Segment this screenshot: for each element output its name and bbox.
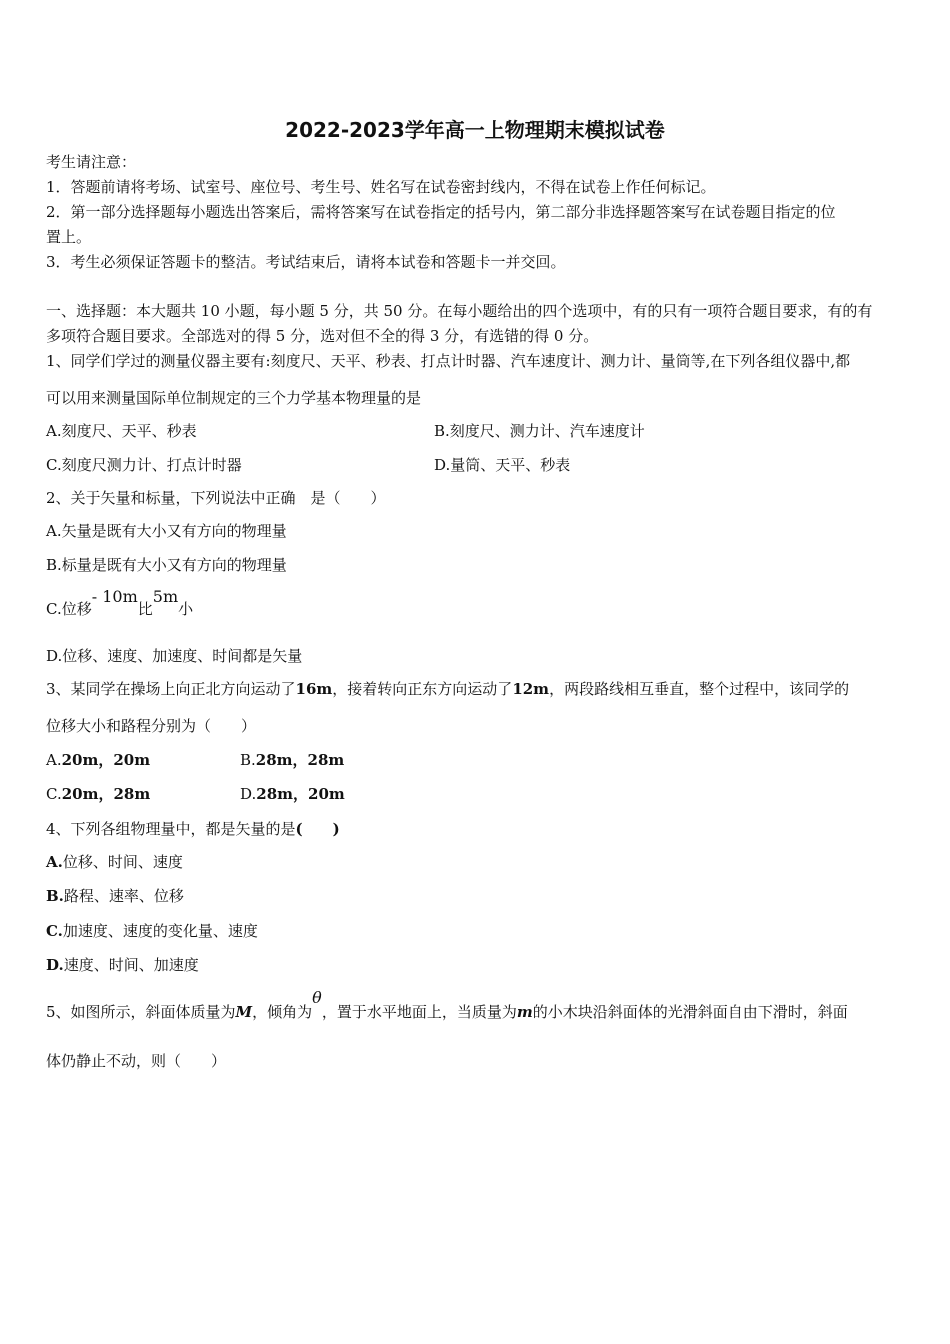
option-text: 位移、时间、速度 [62,853,183,871]
q1-stem: 可以用来测量国际单位制规定的三个力学基本物理量的是 [46,389,422,407]
q4-text: 4、下列各组物理量中，都是矢量的是 [46,820,296,838]
option-text: 路程、速率、位移 [63,887,184,905]
option-label: D. [240,785,257,803]
q5-text: 的小木块沿斜面体的光滑斜面自由下滑时，斜面 [532,1003,848,1021]
q5-stem [46,988,848,1023]
q1-option-b: B.刻度尺、测力计、汽车速度计 [434,422,645,440]
q5-text: ，置于水平地面上，当质量为 [321,1003,517,1021]
q4-option-c [46,920,258,942]
notice-heading: 考生请注意： [46,153,137,171]
notice-item: 2．第一部分选择题每小题选出答案后，需将答案写在试卷指定的括号内，第二部分非选择题答案写在试卷题目指定的位 [46,203,836,221]
option-value: 20m，20m [61,751,151,769]
q3-text: ，接着转向正东方向运动了 [332,680,513,698]
q3-option-c [46,783,150,805]
q5-var-m: m [516,1003,533,1021]
q2-c-value-1: - 10m [91,587,138,606]
q5-text: ，倾角为 [252,1003,313,1021]
q3-text: 3、某同学在操场上向正北方向运动了 [46,680,296,698]
option-text: 速度、时间、加速度 [63,956,199,974]
q2-option-a: A.矢量是既有大小又有方向的物理量 [46,522,287,540]
option-value: 28m，20m [256,785,345,803]
q2-stem: 2、关于矢量和标量，下列说法中正确 是（ ） [46,489,386,507]
q3-text: ，两段路线相互垂直，整个过程中，该同学的 [549,680,850,698]
q2-c-prefix: C.位移 [46,600,92,618]
page-title: 2022-2023学年高一上物理期末模拟试卷 [285,118,665,142]
q2-option-b: B.标量是既有大小又有方向的物理量 [46,556,287,574]
section-intro: 多项符合题目要求。全部选对的得 5 分，选对但不全的得 3 分，有选错的得 0 分。 [46,327,599,345]
option-label: A. [46,853,63,871]
q1-option-c: C.刻度尺测力计、打点计时器 [46,456,242,474]
q2-c-suffix: 小 [178,600,194,618]
option-value: 20m，28m [61,785,151,803]
option-value: 28m，28m [255,751,345,769]
option-label: B. [240,751,256,769]
q5-text: 5、如图所示，斜面体质量为 [46,1003,236,1021]
notice-item: 3．考生必须保证答题卡的整洁。考试结束后，请将本试卷和答题卡一并交回。 [46,253,566,271]
q3-option-b [240,749,344,771]
q3-option-d [240,783,345,805]
option-label: C. [46,922,63,940]
q1-option-a: A.刻度尺、天平、秒表 [46,422,197,440]
q4-option-d [46,954,199,976]
q2-option-d: D.位移、速度、加速度、时间都是矢量 [46,647,303,665]
q1-stem: 1、同学们学过的测量仪器主要有:刻度尺、天平、秒表、打点计时器、汽车速度计、测力计、量筒等,在下列各组仪器中,都 [46,352,851,370]
q1-option-d: D.量筒、天平、秒表 [434,456,571,474]
q5-stem: 体仍静止不动，则（ ） [46,1052,227,1070]
notice-item: 置上。 [46,228,92,246]
q4-option-b [46,885,184,907]
option-label: A. [46,751,62,769]
q3-stem [46,678,849,700]
q4-answer-paren: ( ) [295,820,340,838]
option-text: 加速度、速度的变化量、速度 [62,922,258,940]
q2-c-mid: 比 [137,600,153,618]
q2-option-c [46,587,194,620]
q5-var-M: M [235,1003,253,1021]
q3-stem: 位移大小和路程分别为（ ） [46,717,257,735]
option-label: C. [46,785,62,803]
option-label: D. [46,956,64,974]
q4-option-a [46,851,183,873]
section-intro: 一、选择题：本大题共 10 小题，每小题 5 分，共 50 分。在每小题给出的四个选项中，有的只有一项符合题目要求，有的有 [46,302,873,320]
q5-theta: θ [312,988,322,1007]
q3-value: 12m [512,680,550,698]
q2-c-value-2: 5m [152,587,179,606]
notice-item: 1．答题前请将考场、试室号、座位号、考生号、姓名写在试卷密封线内，不得在试卷上作任何标记。 [46,178,716,196]
q3-option-a [46,749,150,771]
q4-stem [46,818,340,840]
q3-value: 16m [295,680,333,698]
option-label: B. [46,887,64,905]
